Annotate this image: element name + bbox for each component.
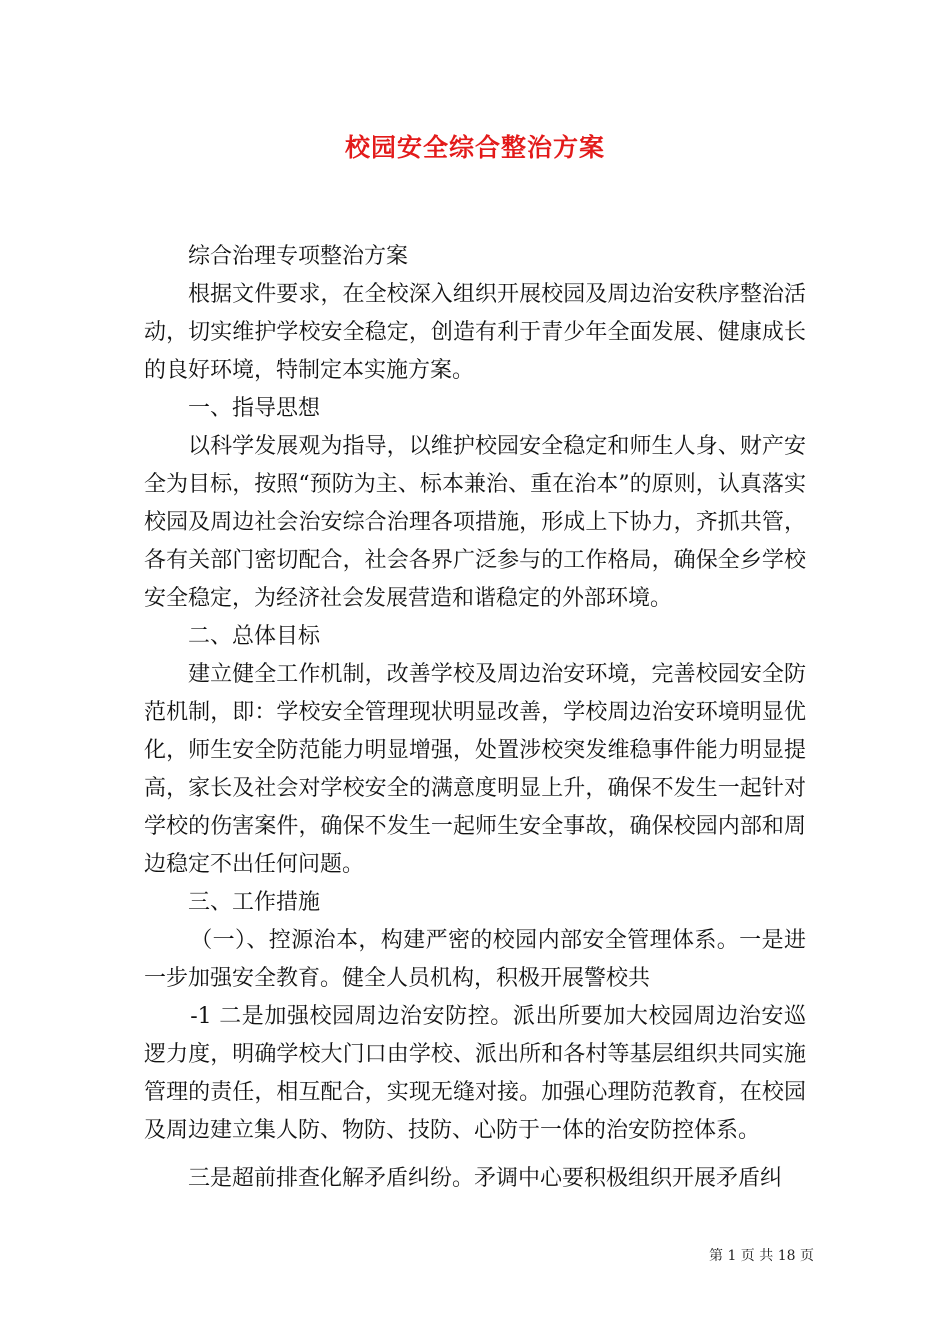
paragraph-overall-goal: 建立健全工作机制，改善学校及周边治安环境，完善校园安全防范机制，即：学校安全管理现状明显改善，学校周边治安环境明显优化，师生安全防范能力明显增强，处置涉校突发维稳事件能力明显提高，家长及社会对学校安全的满意度明显上升，确保不发生一起针对学校的伤害案件，确保不发生一起师生安全事故，确保校园内部和周边稳定不出任何问题。 bbox=[144, 662, 806, 877]
page-number: 第 1 页 共 18 页 bbox=[709, 1248, 814, 1264]
paragraph-measure-one: （一）、控源治本，构建严密的校园内部安全管理体系。一是进一步加强安全教育。健全人员机构，积极开展警校共 bbox=[144, 928, 806, 991]
heading-overall-goal: 二、总体目标 bbox=[188, 624, 321, 649]
heading-work-measures: 三、工作措施 bbox=[188, 890, 321, 915]
paragraph-subtitle: 综合治理专项整治方案 bbox=[188, 244, 409, 269]
paragraph-measure-three: 三是超前排查化解矛盾纠纷。矛调中心要积极组织开展矛盾纠 bbox=[188, 1166, 783, 1191]
heading-guiding-ideology: 一、指导思想 bbox=[188, 396, 321, 421]
paragraph-measure-two: -1 二是加强校园周边治安防控。派出所要加大校园周边治安巡逻力度，明确学校大门口由学校、派出所和各村等基层组织共同实施管理的责任，相互配合，实现无缝对接。加强心理防范教育，在校园及周边建立集人防、物防、技防、心防于一体的治安防控体系。 bbox=[144, 1004, 806, 1143]
document-body bbox=[144, 238, 806, 1198]
document-title: 校园安全综合整治方案 bbox=[344, 133, 605, 162]
paragraph-guiding-ideology: 以科学发展观为指导，以维护校园安全稳定和师生人身、财产安全为目标，按照“预防为主、标本兼治、重在治本”的原则，认真落实校园及周边社会治安综合治理各项措施，形成上下协力，齐抓共管，各有关部门密切配合，社会各界广泛参与的工作格局，确保全乡学校安全稳定，为经济社会发展营造和谐稳定的外部环境。 bbox=[144, 434, 806, 611]
paragraph-intro: 根据文件要求，在全校深入组织开展校园及周边治安秩序整治活动，切实维护学校安全稳定，创造有利于青少年全面发展、健康成长的良好环境，特制定本实施方案。 bbox=[144, 282, 806, 383]
